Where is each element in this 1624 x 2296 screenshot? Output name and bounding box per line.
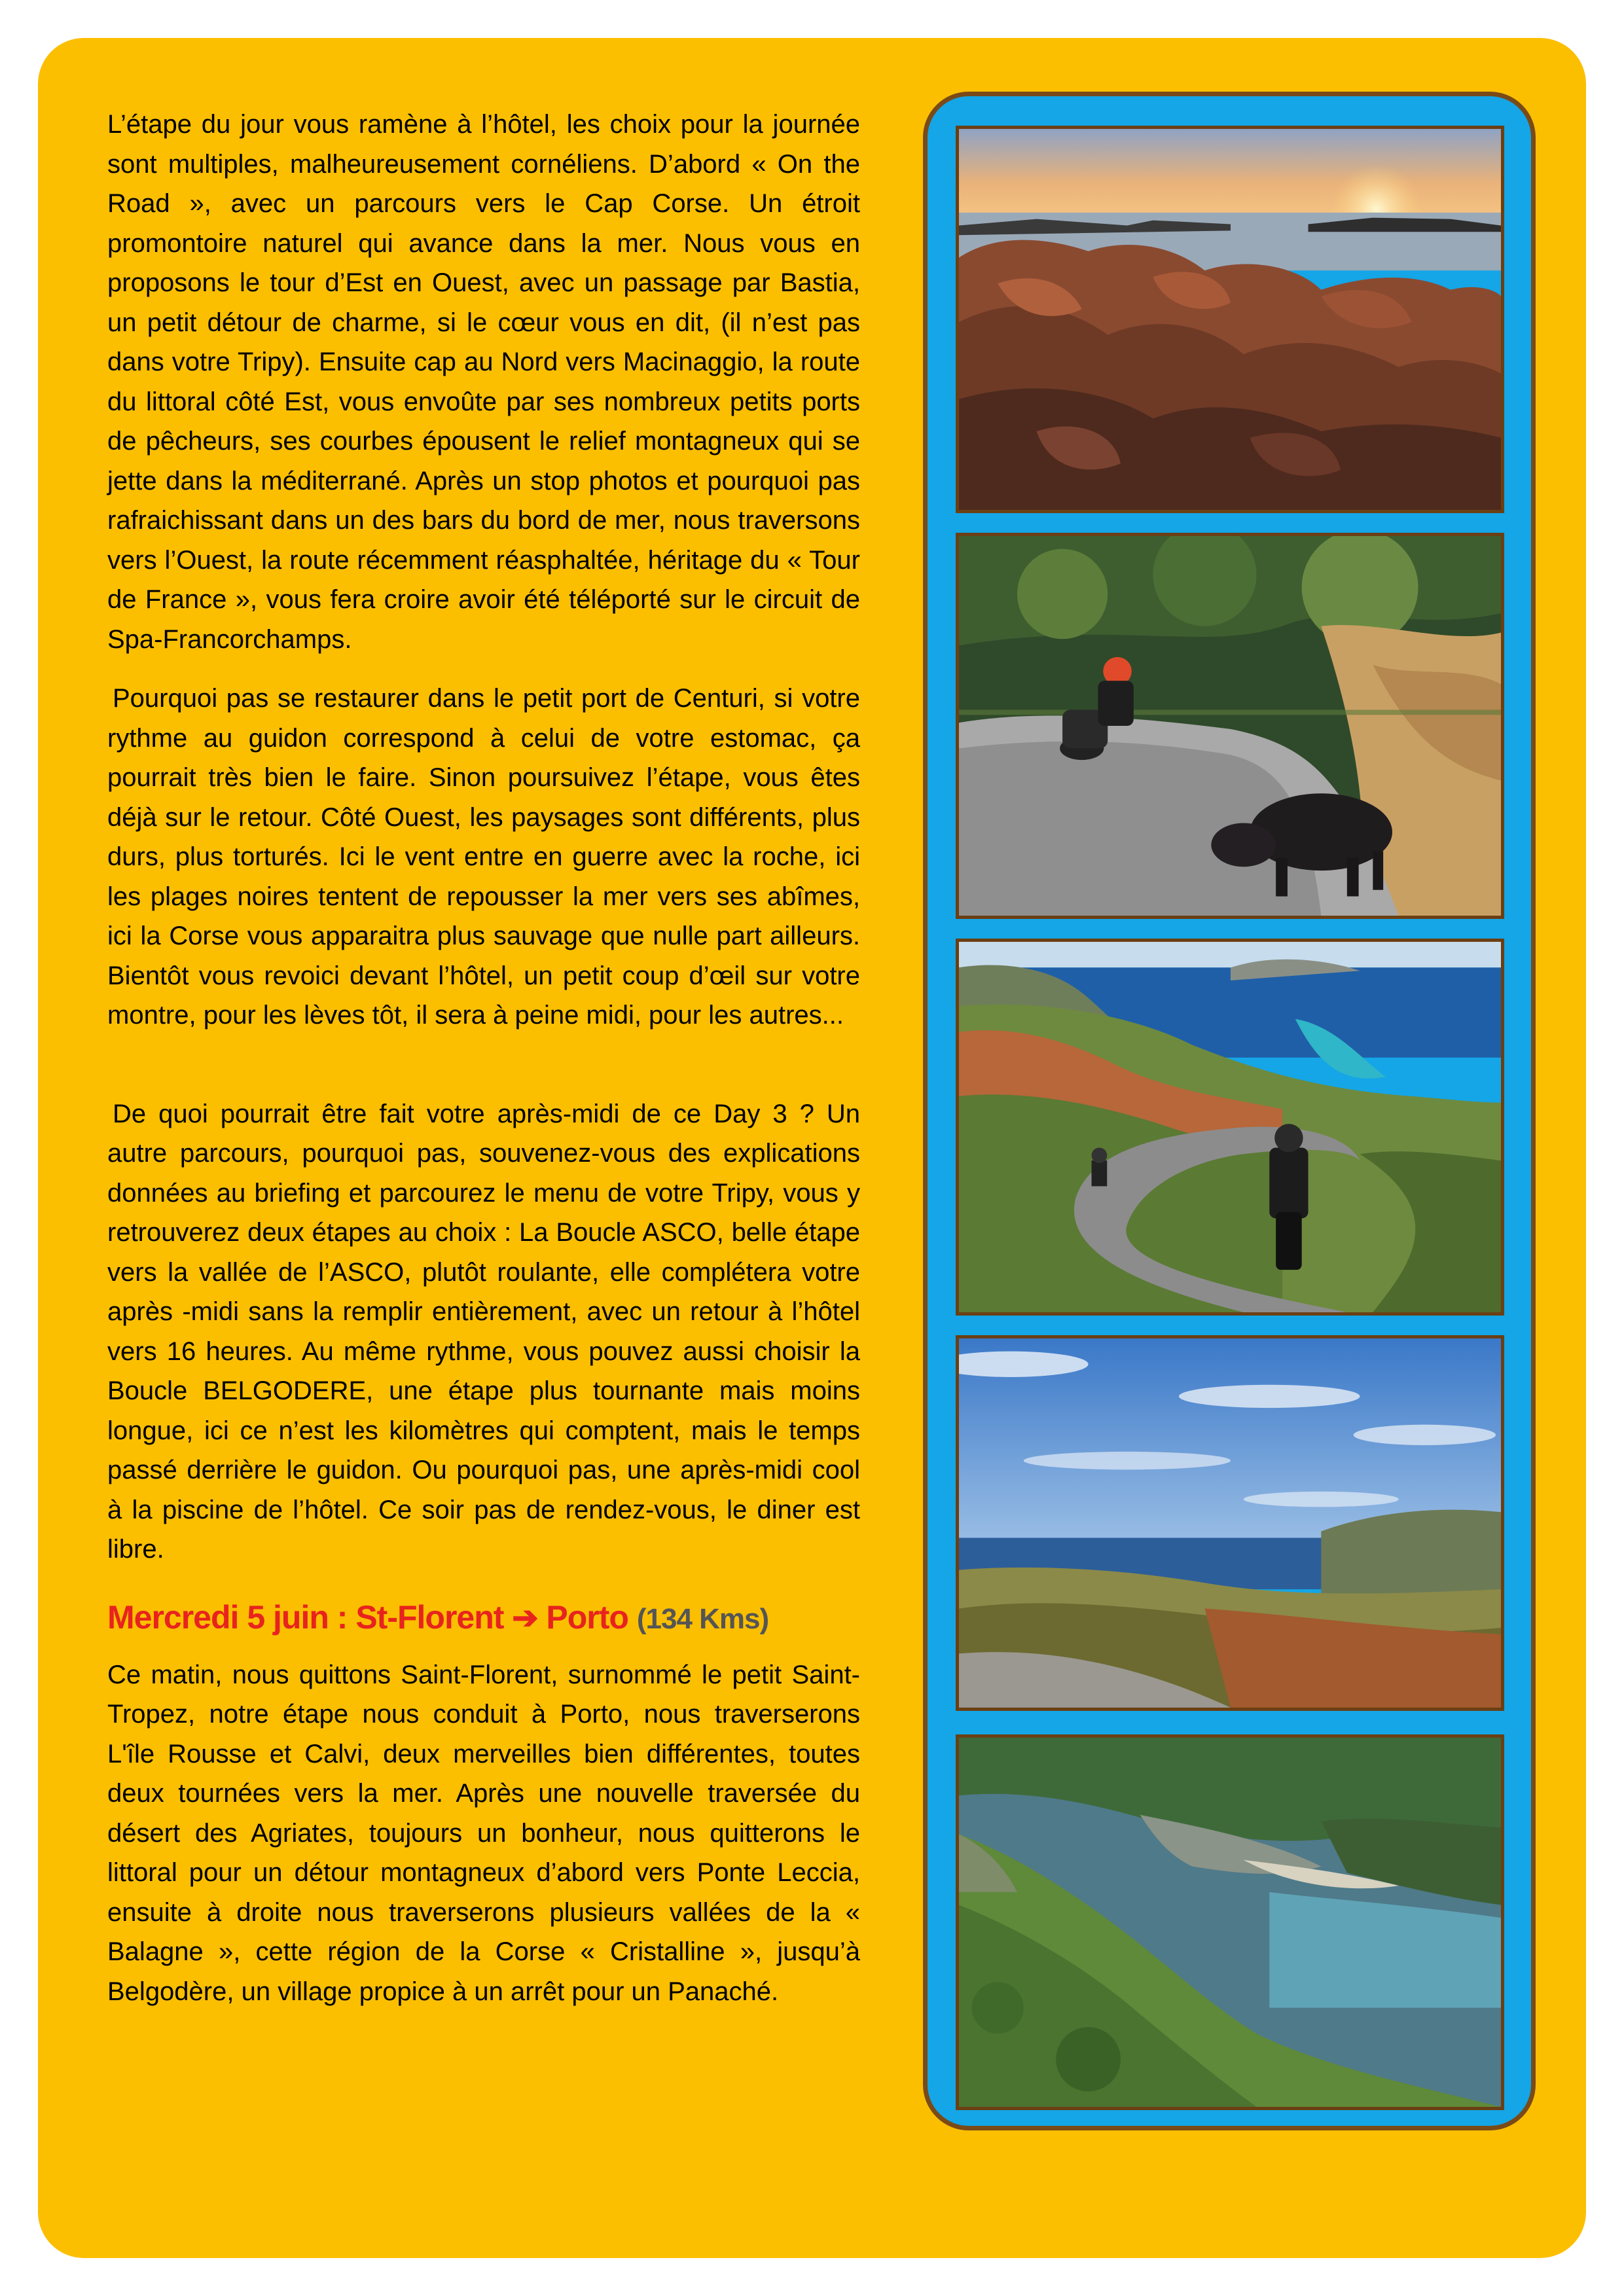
paragraph-cap-corse: L’étape du jour vous ramène à l’hôtel, les choix pour la journée sont multiples, malheureusement cornéliens. D’abord « On the Road », avec un parcours vers le Cap Corse. Un étroit promontoire naturel qui avance dans la mer. Nous vous en proposons le tour d’Est en Ouest, avec un passage par Bastia, un petit détour de charme, si le cœur vous en dit, (il n’est pas dans votre Tripy). Ensuite cap au Nord vers Macinaggio, la route du littoral côté Est, vous envoûte par ses nombreux petits ports de pêcheurs, ses courbes épousent le relief montagneux qui se jette dans la méditerrané. Après un stop photos et pourquoi pas rafraichissant dans un des bars du bord de mer, nous traversons vers l’Ouest, la route récemment réasphaltée, héritage du « Tour de France », vous fera croire avoir été téléporté sur le circuit de Spa-Francorchamps.: [107, 110, 860, 654]
heading-distance: (134 Kms): [636, 1602, 769, 1635]
heading-destination: Porto: [537, 1598, 637, 1636]
photo-coastal-road: [956, 939, 1504, 1316]
article-text-column: [107, 105, 860, 2011]
photo-coastline-sky: [956, 1335, 1504, 1711]
paragraph-st-florent-porto: Ce matin, nous quittons Saint-Florent, surnommé le petit Saint-Tropez, notre étape nous conduit à Porto, nous traverserons L'île Rousse et Calvi, deux merveilles bien différentes, toutes deux tournées vers la mer. Après une nouvelle traversée du désert des Agriates, toujours un bonheur, nous quitterons le littoral pour un détour montagneux d’abord vers Ponte Leccia, ensuite à droite nous traverserons plusieurs vallées de la « Balagne », cette région de la Corse « Cristalline », jusqu’à Belgodère, un village propice à un arrêt pour un Panaché.: [107, 1660, 860, 2006]
photo-motorcycle-pig: [956, 533, 1504, 919]
arrow-right-icon: ➔: [512, 1600, 538, 1636]
day-heading: [107, 1594, 860, 1642]
heading-date-start: Mercredi 5 juin : St-Florent: [107, 1598, 513, 1636]
paragraph-centuri: Pourquoi pas se restaurer dans le petit port de Centuri, si votre rythme au guidon correspond à celui de votre estomac, ça pourrait très bien le faire. Sinon poursuivez l’étape, vous êtes déjà sur le retour. Côté Ouest, les paysages sont différents, plus durs, plus torturés. Ici le vent entre en guerre avec la roche, ici les plages noires tentent de repousser la mer vers ses abîmes, ici la Corse vous apparaitra plus sauvage que nulle part ailleurs. Bientôt vous revoici devant l’hôtel, un petit coup d’œil sur votre montre, pour les lèves tôt, il sera à peine midi, pour les autres...: [107, 684, 860, 1030]
photo-sunset-rocks: [956, 126, 1504, 513]
paragraph-afternoon: De quoi pourrait être fait votre après-midi de ce Day 3 ? Un autre parcours, pourquoi pas, souvenez-vous des explications données au briefing et parcourez le menu de votre Tripy, vous y retrouverez deux étapes au choix : La Boucle ASCO, belle étape vers la vallée de l’ASCO, plutôt roulante, elle complétera votre après -midi sans la remplir entièrement, avec un retour à l’hôtel vers 16 heures. Au même rythme, vous pouvez aussi choisir la Boucle BELGODERE, une étape plus tournante mais moins longue, ici ce n’est les kilomètres qui comptent, mais le temps passé derrière le guidon. Ou pourquoi pas, une après-midi cool à la piscine de l’hôtel. Ce soir pas de rendez-vous, le diner est libre.: [107, 1099, 860, 1564]
photo-cove-hillside: [956, 1734, 1504, 2110]
